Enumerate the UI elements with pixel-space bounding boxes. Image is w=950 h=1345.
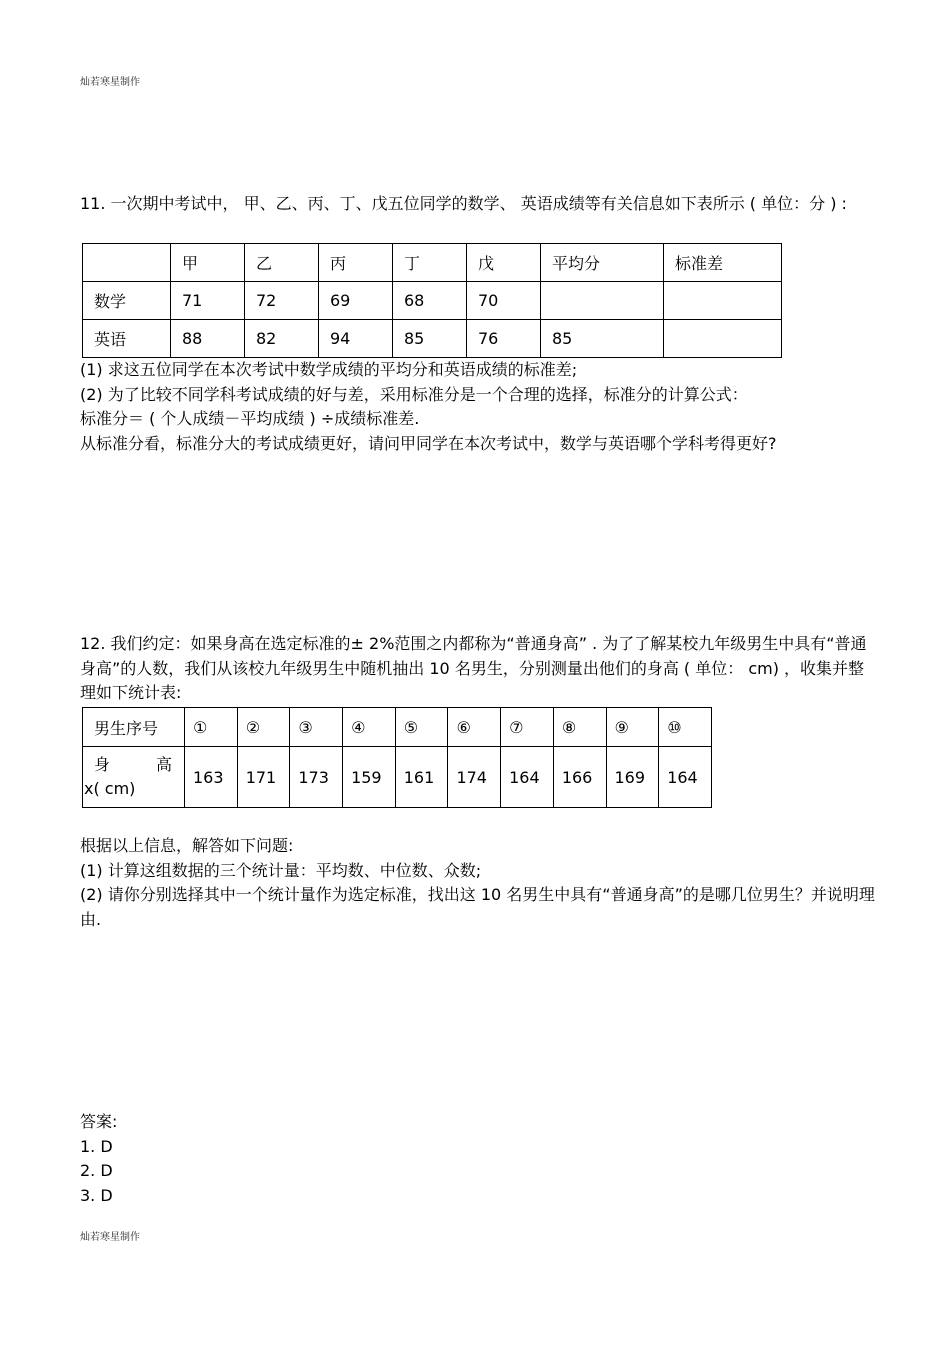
q11-line: (2) 为了比较不同学科考试成绩的好与差，采用标准分是一个合理的选择，标准分的计算公式： bbox=[80, 384, 748, 404]
answer-item: 3. D bbox=[80, 1185, 113, 1205]
table-cell: ⑤ bbox=[395, 708, 448, 747]
table-cell bbox=[541, 282, 664, 320]
label-part: 高 bbox=[155, 755, 172, 774]
table-cell: 72 bbox=[245, 282, 319, 320]
table-cell: ① bbox=[185, 708, 238, 747]
q11-line: (1) 求这五位同学在本次考试中数学成绩的平均分和英语成绩的标准差; bbox=[80, 360, 578, 379]
table-cell: 甲 bbox=[171, 244, 245, 282]
table-cell: 男生序号 bbox=[83, 708, 185, 747]
question-11-intro bbox=[80, 192, 880, 217]
table-row bbox=[83, 747, 712, 808]
table-cell bbox=[664, 282, 782, 320]
table-cell: 163 bbox=[185, 747, 238, 808]
table-cell: 丙 bbox=[319, 244, 393, 282]
table-cell: ⑩ bbox=[659, 708, 712, 747]
label-part: 身 bbox=[94, 755, 111, 774]
q11-score-table bbox=[82, 243, 782, 358]
page-footer: 灿若寒星制作 bbox=[80, 1232, 140, 1243]
table-cell: 71 bbox=[171, 282, 245, 320]
q12-line: 根据以上信息，解答如下问题: bbox=[80, 836, 294, 855]
table-cell: 171 bbox=[237, 747, 290, 808]
q11-intro-text: 11. 一次期中考试中， 甲、乙、丙、丁、戊五位同学的数学、 英语成绩等有关信息如下表所示 ( 单位：分 ) : bbox=[80, 194, 847, 213]
table-cell: 88 bbox=[171, 320, 245, 358]
table-cell: 戊 bbox=[467, 244, 541, 282]
table-cell: ⑨ bbox=[606, 708, 659, 747]
table-cell: 68 bbox=[393, 282, 467, 320]
table-cell: ③ bbox=[290, 708, 343, 747]
table-cell: ② bbox=[237, 708, 290, 747]
table-cell: 159 bbox=[343, 747, 396, 808]
answers-title: 答案: bbox=[80, 1112, 118, 1131]
table-header-row bbox=[83, 244, 782, 282]
table-cell: 平均分 bbox=[541, 244, 664, 282]
table-cell: 丁 bbox=[393, 244, 467, 282]
answer-item: 1. D bbox=[80, 1136, 113, 1156]
table-cell: 166 bbox=[553, 747, 606, 808]
table-cell: 173 bbox=[290, 747, 343, 808]
table-cell: 161 bbox=[395, 747, 448, 808]
table-cell: ⑧ bbox=[553, 708, 606, 747]
question-12-intro bbox=[80, 632, 880, 706]
table-cell: 70 bbox=[467, 282, 541, 320]
answers-section bbox=[80, 1110, 880, 1208]
table-cell: 82 bbox=[245, 320, 319, 358]
table-cell: ⑥ bbox=[448, 708, 501, 747]
table-cell: 174 bbox=[448, 747, 501, 808]
table-row bbox=[83, 320, 782, 358]
q12-line: (1) 计算这组数据的三个统计量：平均数、中位数、众数; bbox=[80, 860, 482, 880]
table-cell: 英语 bbox=[83, 320, 171, 358]
q11-line: 从标准分看，标准分大的考试成绩更好，请问甲同学在本次考试中，数学与英语哪个学科考得更好? bbox=[80, 433, 777, 453]
answer-item: 2. D bbox=[80, 1161, 113, 1180]
table-cell: 85 bbox=[541, 320, 664, 358]
height-label-cell bbox=[83, 747, 185, 808]
table-cell: 乙 bbox=[245, 244, 319, 282]
table-row bbox=[83, 282, 782, 320]
table-cell: 164 bbox=[659, 747, 712, 808]
table-row bbox=[83, 708, 712, 747]
table-cell: 169 bbox=[606, 747, 659, 808]
table-cell: 76 bbox=[467, 320, 541, 358]
table-cell: 85 bbox=[393, 320, 467, 358]
question-12-parts bbox=[80, 834, 880, 932]
table-cell: ④ bbox=[343, 708, 396, 747]
table-cell: 标准差 bbox=[664, 244, 782, 282]
question-11-parts bbox=[80, 358, 880, 456]
table-cell: 164 bbox=[501, 747, 554, 808]
label-part: x( cm) bbox=[84, 779, 136, 798]
page-header: 灿若寒星制作 bbox=[80, 77, 140, 88]
table-cell: ⑦ bbox=[501, 708, 554, 747]
table-cell bbox=[83, 244, 171, 282]
q11-line: 标准分＝ ( 个人成绩－平均成绩 ) ÷成绩标准差. bbox=[80, 409, 420, 428]
table-cell: 69 bbox=[319, 282, 393, 320]
table-cell: 94 bbox=[319, 320, 393, 358]
q12-height-table bbox=[82, 707, 712, 808]
q12-line: (2) 请你分别选择其中一个统计量作为选定标准，找出这 10 名男生中具有“普通身高”的是哪几位男生？并说明理由. bbox=[80, 885, 875, 929]
table-cell: 数学 bbox=[83, 282, 171, 320]
table-cell bbox=[664, 320, 782, 358]
q12-intro-text: 12. 我们约定：如果身高在选定标准的± 2%范围之内都称为“普通身高” . 为了了解某校九年级男生中具有“普通身高”的人数，我们从该校九年级男生中随机抽出 10 名男生，分别测量出他们的身高 ( 单位： cm) ，收集并整理如下统计表: bbox=[80, 634, 867, 702]
